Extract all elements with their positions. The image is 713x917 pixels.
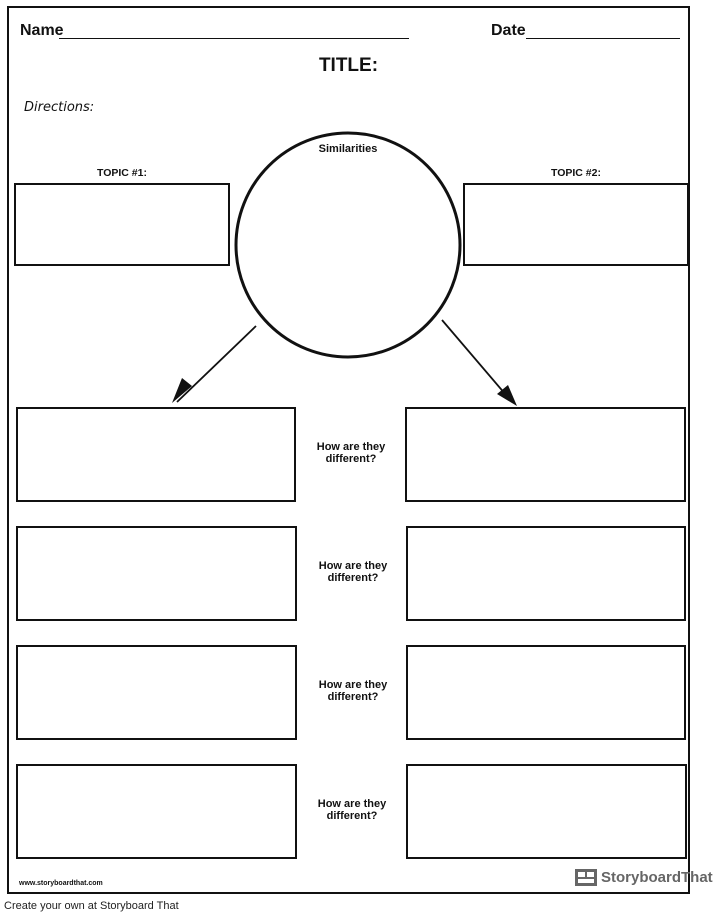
topic2-difference-box-3[interactable]	[406, 645, 686, 740]
difference-prompt-line: How are they	[318, 560, 388, 572]
difference-prompt-line: How are they	[317, 798, 387, 810]
title-label: TITLE:	[318, 55, 379, 76]
footer-url[interactable]: www.storyboardthat.com	[19, 880, 103, 887]
topic2-difference-box-1[interactable]	[405, 407, 686, 502]
difference-prompt-line: How are they	[316, 441, 386, 453]
logo-text: StoryboardThat	[601, 869, 713, 886]
difference-prompt-1	[301, 441, 401, 465]
topic1-difference-box-4[interactable]	[16, 764, 297, 859]
topic1-label: TOPIC #1:	[97, 167, 147, 179]
similarities-label: Similarities	[318, 143, 378, 155]
storyboardthat-logo[interactable]	[575, 869, 713, 886]
name-label: Name	[20, 22, 64, 39]
topic2-difference-box-4[interactable]	[406, 764, 687, 859]
similarities-circle[interactable]	[236, 133, 460, 357]
topic2-label: TOPIC #2:	[551, 167, 601, 179]
topic1-difference-box-3[interactable]	[16, 645, 297, 740]
difference-prompt-4	[302, 798, 402, 822]
difference-prompt-line: different?	[327, 572, 379, 584]
difference-prompt-2	[303, 560, 403, 584]
right-arrow-line	[442, 320, 512, 402]
difference-prompt-line: different?	[325, 453, 377, 465]
left-arrow-line	[177, 326, 256, 402]
difference-prompt-line: different?	[326, 810, 378, 822]
difference-prompt-line: different?	[327, 691, 379, 703]
difference-prompt-line: How are they	[318, 679, 388, 691]
difference-prompt-3	[303, 679, 403, 703]
footer-caption[interactable]: Create your own at Storyboard That	[4, 900, 179, 912]
topic1-difference-box-1[interactable]	[16, 407, 296, 502]
storyboard-grid-icon	[575, 869, 597, 886]
date-label: Date	[491, 22, 526, 39]
directions-label: Directions:	[24, 100, 95, 115]
topic1-difference-box-2[interactable]	[16, 526, 297, 621]
worksheet	[7, 6, 713, 894]
topic2-difference-box-2[interactable]	[406, 526, 686, 621]
